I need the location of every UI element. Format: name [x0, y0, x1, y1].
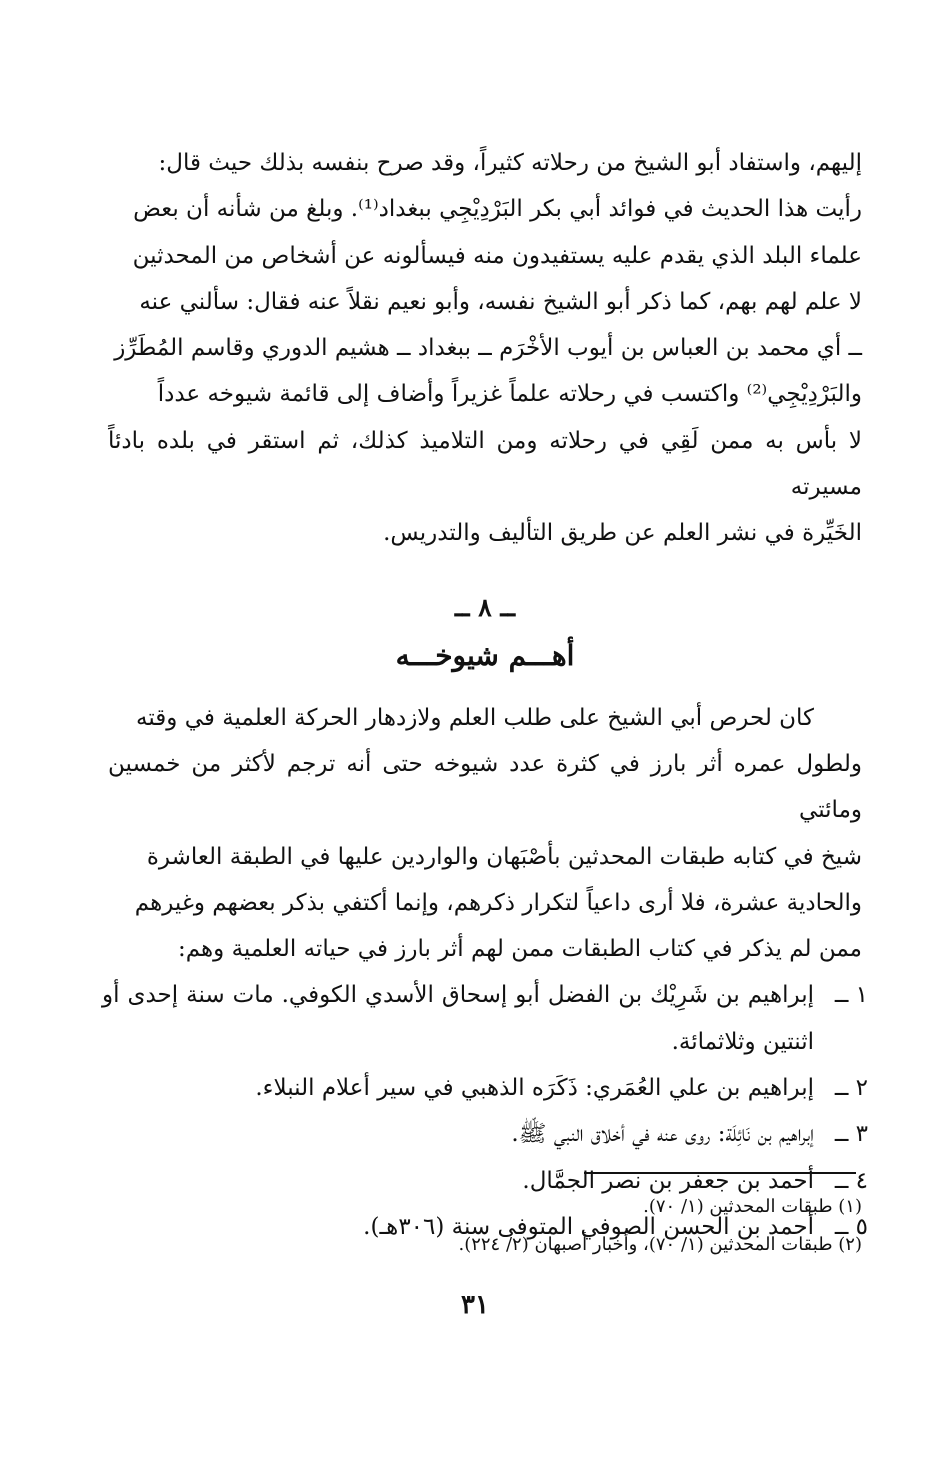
text-line: والبَرْدِيْجِي⁽²⁾ واكتسب في رحلاته علماً غزيراً وأضاف إلى قائمة شيوخه عدداً	[157, 381, 862, 408]
text-line: إليهم، واستفاد أبو الشيخ من رحلاته كثيراً، وقد صرح بنفسه بذلك حيث قال:	[158, 150, 862, 176]
list-item-text: إبراهيم بن شَرِيْك بن الفضل أبو إسحاق الأسدي الكوفي. مات سنة إحدى أو اثنتين وثلاثمائة.	[102, 982, 814, 1055]
section-number: ــ ٨ ــ	[454, 592, 516, 622]
text-line: لا علم لهم بهم، كما ذكر أبو الشيخ نفسه، وأبو نعيم نقلاً عنه فقال: سألني عنه	[139, 288, 862, 315]
list-item	[102, 1065, 868, 1111]
text-line: شيخ في كتابه طبقات المحدثين بأصْبَهان والواردين عليها في الطبقة العاشرة	[146, 843, 862, 870]
text-line: الخَيِّرة في نشر العلم عن طريق التأليف والتدريس.	[383, 520, 862, 547]
page-number: ٣١	[461, 1290, 489, 1320]
list-item-number: ٤ ــ	[834, 1167, 868, 1194]
list-item-text: أحمد بن الحسن الصوفي المتوفى سنة (٣٠٦هـ).	[363, 1213, 814, 1240]
text-line: رأيت هذا الحديث في فوائد أبي بكر البَرْدِيْجِي ببغداد⁽¹⁾. وبلغ من شأنه أن بعض	[133, 196, 862, 223]
section-title: أهـــم شيوخـــه	[395, 638, 575, 672]
list-item	[102, 1111, 868, 1157]
list-item-number: ٣ ــ	[834, 1121, 868, 1148]
list-item-number: ١ ــ	[834, 982, 868, 1009]
list-item-number: ٢ ــ	[834, 1075, 868, 1102]
footnote-separator	[584, 1172, 856, 1174]
page-body	[102, 140, 868, 1250]
list-item-text: إبراهيم بن علي العُمَري: ذَكَرَه الذهبي في سير أعلام النبلاء.	[255, 1075, 814, 1102]
list-item-text: أحمد بن جعفر بن نصر الجمَّال.	[522, 1167, 814, 1194]
text-line: علماء البلد الذي يقدم عليه يستفيدون منه فيسألونه عن أشخاص من المحدثين	[132, 242, 862, 269]
intro-paragraph	[108, 140, 862, 557]
text-line: والحادية عشرة، فلا أرى داعياً لتكرار ذكرهم، وإنما أكتفي بذكر بعضهم وغيرهم	[134, 889, 862, 916]
text-line: لا بأس به ممن لَقِي في رحلاته ومن التلاميذ كذلك، ثم استقر في بلده بادئاً مسيرته	[108, 427, 862, 501]
footnote: (١) طبقات المحدثين (١/ ٧٠).	[643, 1196, 862, 1217]
list-item	[102, 972, 868, 1065]
footnote: (٢) طبقات المحدثين (١/ ٧٠)، وأخبار أصبهان (٢/ ٢٢٤).	[458, 1234, 862, 1255]
text-line: ولطول عمره أثر بارز في كثرة عدد شيوخه حتى أنه ترجم لأكثر من خمسين ومائتي	[108, 750, 862, 824]
footnotes	[108, 1188, 862, 1264]
list-item-number: ٥ ــ	[834, 1213, 868, 1240]
text-line: كان لحرص أبي الشيخ على طلب العلم ولازدهار الحركة العلمية في وقته	[136, 704, 814, 731]
text-line: ممن لم يذكر في كتاب الطبقات ممن لهم أثر بارز في حياته العلمية وهم:	[178, 936, 862, 963]
list-item-text: إبراهيم بن نَائِلَة: روى عنه في أخلاق النبي ﷺ.	[511, 1121, 814, 1148]
text-line: ــ أي محمد بن العباس بن أيوب الأخْرَم ــ ببغداد ــ هشيم الدوري وقاسم المُطَرِّز	[114, 335, 862, 362]
body-paragraph	[108, 695, 862, 973]
